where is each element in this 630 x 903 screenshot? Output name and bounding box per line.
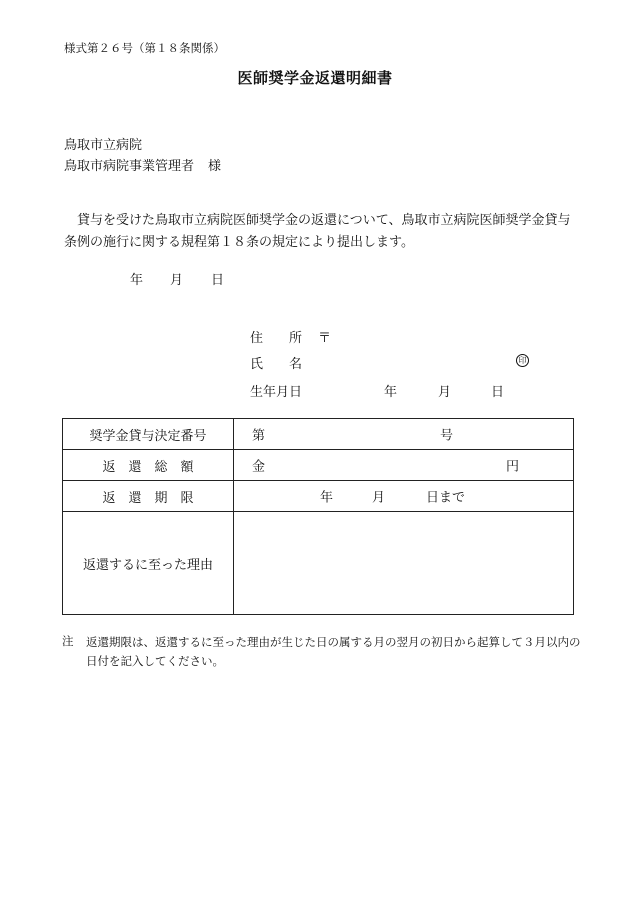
repayment-reason-field[interactable]	[234, 512, 574, 615]
repayment-total-prefix: 金	[252, 459, 266, 475]
form-number: 様式第２６号（第１８条関係）	[64, 41, 225, 55]
decision-number-suffix: 号	[440, 428, 454, 444]
page-title: 医師奨学金返還明細書	[237, 69, 393, 87]
table-row	[63, 481, 574, 512]
birthdate-day-label: 日	[491, 385, 505, 400]
deadline-until-label: 日まで	[426, 490, 466, 506]
repayment-details-table	[62, 418, 574, 615]
postal-mark: 〒	[318, 331, 332, 346]
decision-number-prefix: 第	[252, 428, 266, 444]
repayment-total-field[interactable]	[234, 450, 574, 481]
note-mark: 注	[62, 634, 74, 648]
addressee-honorific: 様	[208, 159, 222, 174]
repayment-total-suffix: 円	[506, 459, 520, 475]
addressee-manager	[64, 155, 221, 174]
table-row	[63, 419, 574, 450]
birthdate-month-label: 月	[438, 385, 452, 400]
applicant-name-label: 氏 名	[250, 357, 303, 372]
deadline-year-label: 年	[320, 490, 334, 506]
repayment-total-label: 返 還 総 額	[63, 450, 234, 481]
seal-mark: 印	[516, 354, 529, 367]
decision-number-label: 奨学金貸与決定番号	[63, 419, 234, 450]
note-text: 返還期限は、返還するに至った理由が生じた日の属する月の翌月の初日から起算して３月以内の日付を記入してください。	[86, 635, 581, 668]
deadline-month-label: 月	[372, 490, 386, 506]
decision-number-field[interactable]	[234, 419, 574, 450]
applicant-birthdate-label: 生年月日	[250, 385, 303, 400]
submit-date-day-label: 日	[211, 273, 225, 288]
submit-date-month-label: 月	[170, 273, 184, 288]
repayment-reason-label: 返還するに至った理由	[63, 512, 234, 615]
repayment-deadline-field[interactable]	[234, 481, 574, 512]
applicant-address-label: 住 所	[250, 331, 303, 346]
submit-date-year-label: 年	[130, 273, 144, 288]
addressee-manager-title: 鳥取市病院事業管理者	[64, 159, 195, 174]
birthdate-year-label: 年	[384, 385, 398, 400]
submission-statement: 貸与を受けた鳥取市立病院医師奨学金の返還について、鳥取市立病院医師奨学金貸与条例の施行に関する規程第１８条の規定により提出します。	[64, 213, 571, 250]
table-row	[63, 512, 574, 615]
table-row	[63, 450, 574, 481]
repayment-deadline-label: 返 還 期 限	[63, 481, 234, 512]
addressee-hospital: 鳥取市立病院	[64, 138, 143, 153]
